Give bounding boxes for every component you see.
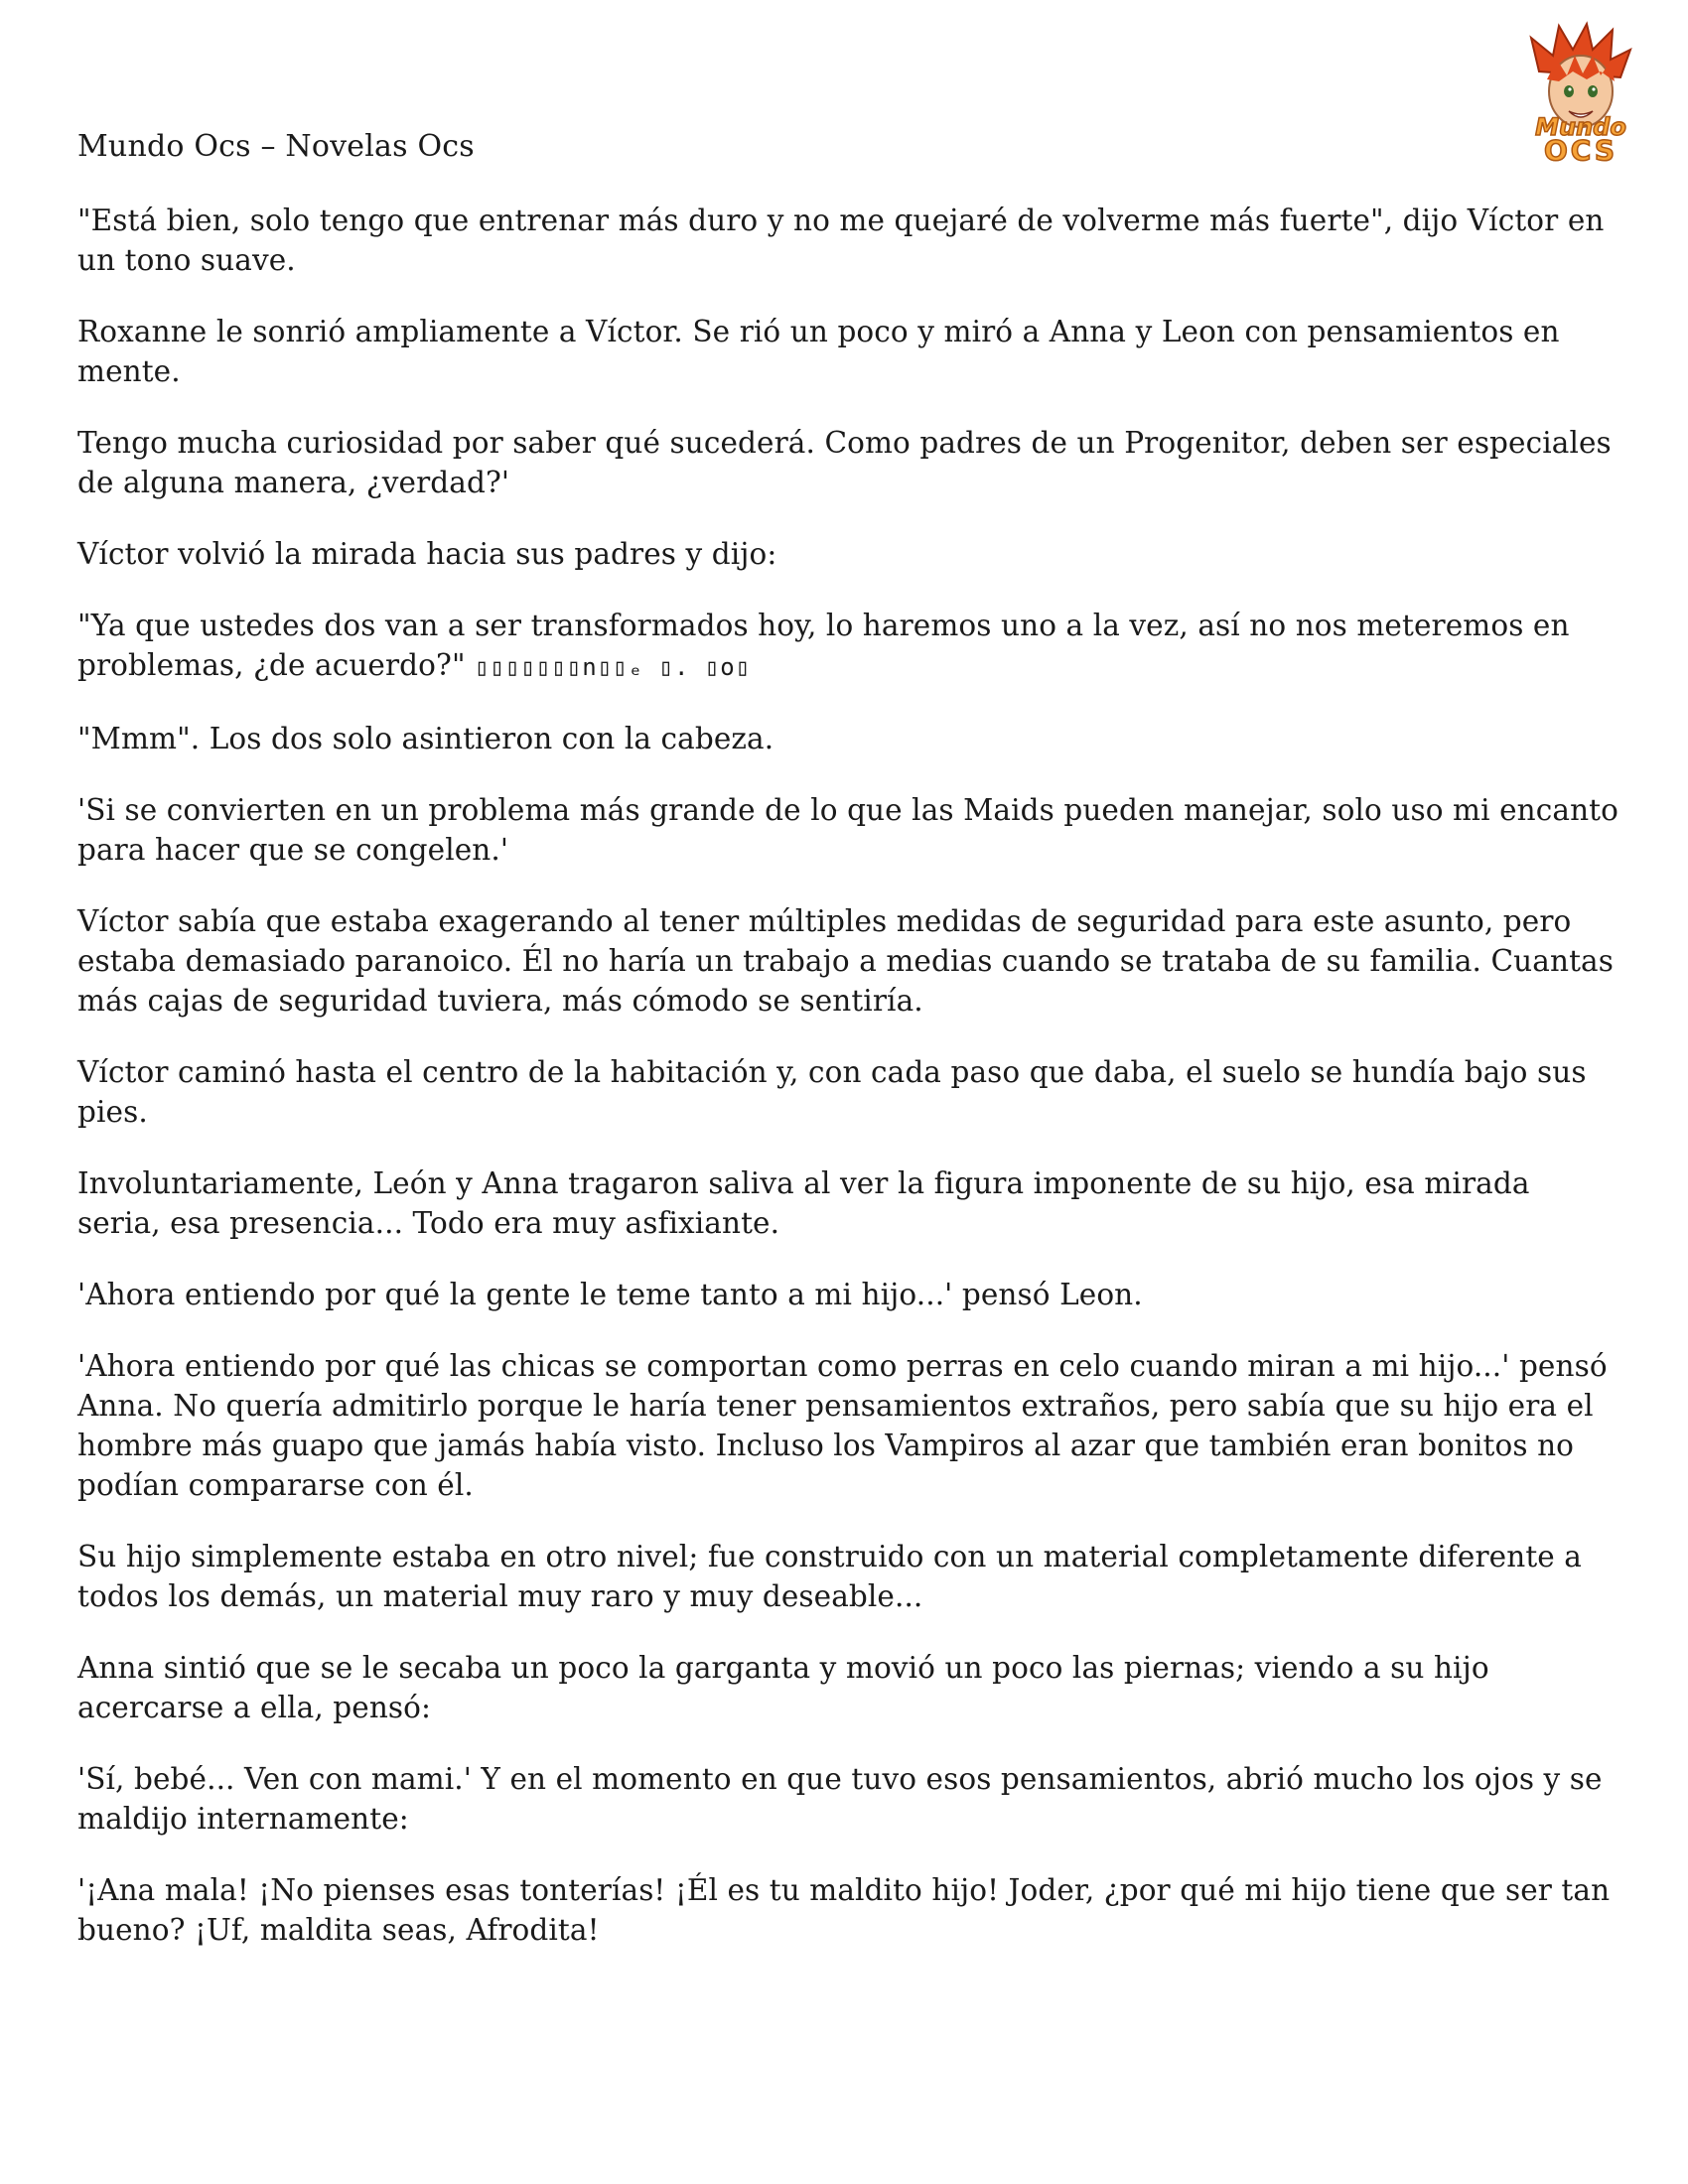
paragraph: 'Si se convierten en un problema más grande de lo que las Maids pueden manejar, solo uso mi encanto para hacer que se congelen.' — [77, 793, 1618, 867]
paragraph: Víctor volvió la mirada hacia sus padres y dijo: — [77, 537, 777, 571]
paragraph: Tengo mucha curiosidad por saber qué sucederá. Como padres de un Progenitor, deben ser especiales de alguna manera, ¿verdad?' — [77, 426, 1612, 499]
paragraph: "Mmm". Los dos solo asintieron con la cabeza. — [77, 722, 774, 755]
document-page — [77, 127, 1621, 1981]
paragraph: Anna sintió que se le secaba un poco la garganta y movió un poco las piernas; viendo a su hijo acercarse a ella, pensó: — [77, 1651, 1489, 1724]
paragraph: Su hijo simplemente estaba en otro nivel; fue construido con un material completamente diferente a todos los demás, un material muy raro y muy deseable... — [77, 1540, 1582, 1613]
paragraph: Víctor caminó hasta el centro de la habitación y, con cada paso que daba, el suelo se hundía bajo sus pies. — [77, 1055, 1587, 1129]
logo-text-line1: Mundo — [1535, 113, 1626, 141]
garbled-characters: ▯▯▯▯▯▯▯n▯▯ₑ ▯. ▯o▯ — [475, 653, 752, 681]
paragraph: 'Sí, bebé... Ven con mami.' Y en el momento en que tuvo esos pensamientos, abrió mucho los ojos y se maldijo internamente: — [77, 1762, 1603, 1836]
paragraph: '¡Ana mala! ¡No pienses esas tonterías! ¡Él es tu maldito hijo! Joder, ¿por qué mi hijo tiene que ser tan bueno? ¡Uf, maldita seas, Afrodita! — [77, 1873, 1611, 1947]
paragraph: 'Ahora entiendo por qué la gente le teme tanto a mi hijo...' pensó Leon. — [77, 1278, 1143, 1311]
paragraph: 'Ahora entiendo por qué las chicas se comportan como perras en celo cuando miran a mi hijo...' pensó Anna. No quería admitirlo porque le haría tener pensamientos extraños, pero sabía que su hijo era el hombre más guapo que jamás había visto. Incluso los Vampiros al azar que también eran bonitos no podían compararse con él. — [77, 1349, 1608, 1502]
paragraph: Víctor sabía que estaba exagerando al tener múltiples medidas de seguridad para este asunto, pero estaba demasiado paranoico. Él no haría un trabajo a medias cuando se trataba de su familia. Cuantas más cajas de seguridad tuviera, más cómodo se sentiría. — [77, 904, 1614, 1018]
logo-text-line2: OCS — [1543, 134, 1618, 167]
paragraph: "Está bien, solo tengo que entrenar más duro y no me quejaré de volverme más fuerte", dijo Víctor en un tono suave. — [77, 204, 1605, 277]
paragraph: Involuntariamente, León y Anna tragaron saliva al ver la figura imponente de su hijo, esa mirada seria, esa presencia... Todo era muy asfixiante. — [77, 1166, 1530, 1240]
document-header: Mundo Ocs – Novelas Ocs — [77, 129, 475, 164]
paragraph-with-garbled-text — [77, 606, 1621, 687]
paragraph: Roxanne le sonrió ampliamente a Víctor. Se rió un poco y miró a Anna y Leon con pensamientos en mente. — [77, 315, 1560, 388]
paragraph-text: "Ya que ustedes dos van a ser transformados hoy, lo haremos uno a la vez, así no nos meteremos en problemas, ¿de acuerdo?" — [77, 609, 1570, 682]
